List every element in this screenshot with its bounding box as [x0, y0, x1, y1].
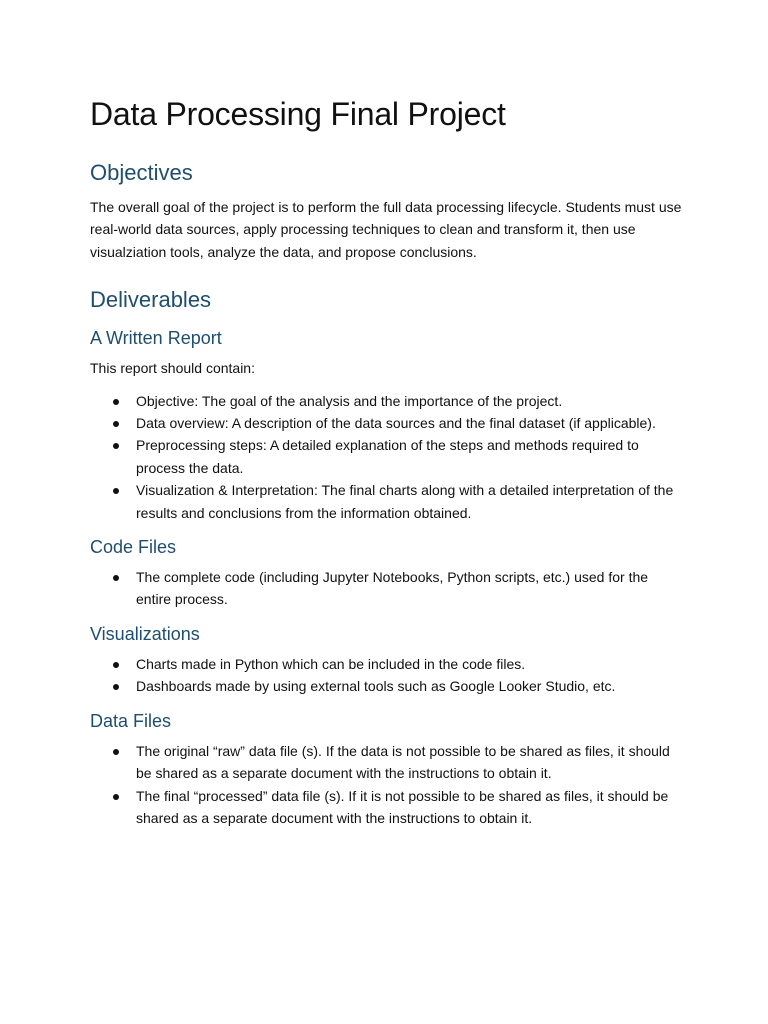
- list-item-text: The complete code (including Jupyter Notebooks, Python scripts, etc.) used for the entire process.: [136, 569, 649, 608]
- bullet-icon: [113, 662, 119, 668]
- list-item-text: The final “processed” data file (s). If it is not possible to be shared as files, it should be shared as a separate document with the instructions to obtain it.: [136, 787, 669, 826]
- bullet-icon: [113, 794, 119, 800]
- bullet-icon: [113, 399, 119, 405]
- list-item: [90, 675, 682, 697]
- bullet-icon: [113, 488, 119, 494]
- visualizations-list: [90, 653, 682, 698]
- data-files-list: [90, 740, 682, 830]
- list-item-text: The original “raw” data file (s). If the data is not possible to be shared as files, it should be shared as a separate document with the instructions to obtain it.: [136, 742, 670, 782]
- list-item: [90, 479, 682, 524]
- visualizations-heading: Visualizations: [90, 623, 200, 644]
- list-item-text: Objective: The goal of the analysis and the importance of the project.: [136, 392, 563, 409]
- objectives-heading: Objectives: [90, 160, 193, 185]
- list-item-text: Preprocessing steps: A detailed explanation of the steps and methods required to process the data.: [136, 437, 639, 476]
- bullet-icon: [113, 684, 119, 690]
- list-item: [90, 434, 682, 479]
- list-item: [90, 412, 682, 434]
- document-content: [90, 92, 682, 839]
- bullet-icon: [113, 749, 119, 755]
- list-item: [90, 653, 682, 675]
- list-item-text: Data overview: A description of the data sources and the final dataset (if applicable).: [136, 415, 656, 432]
- list-item-text: Dashboards made by using external tools such as Google Looker Studio, etc.: [136, 678, 616, 695]
- document-title: Data Processing Final Project: [90, 96, 506, 132]
- bullet-icon: [113, 421, 119, 427]
- bullet-icon: [113, 575, 119, 581]
- objectives-paragraph: The overall goal of the project is to perform the full data processing lifecycle. Students must use real-world data sources, apply processing techniques to clean and transform it, then use visualziation tools, analyze the data, and propose conclusions.: [90, 199, 682, 260]
- list-item: [90, 566, 682, 611]
- list-item: [90, 740, 682, 785]
- list-item: [90, 390, 682, 412]
- written-report-list: [90, 390, 682, 524]
- data-files-heading: Data Files: [90, 710, 172, 731]
- written-report-intro: This report should contain:: [90, 360, 255, 377]
- list-item-text: Charts made in Python which can be included in the code files.: [136, 655, 526, 672]
- list-item-text: Visualization & Interpretation: The final charts along with a detailed interpretation of the results and conclusions from the information obtained.: [136, 482, 674, 521]
- deliverables-heading: Deliverables: [90, 287, 212, 313]
- code-files-heading: Code Files: [90, 537, 177, 558]
- code-files-list: [90, 566, 682, 611]
- list-item: [90, 785, 682, 830]
- bullet-icon: [113, 443, 119, 449]
- written-report-heading: A Written Report: [90, 328, 222, 349]
